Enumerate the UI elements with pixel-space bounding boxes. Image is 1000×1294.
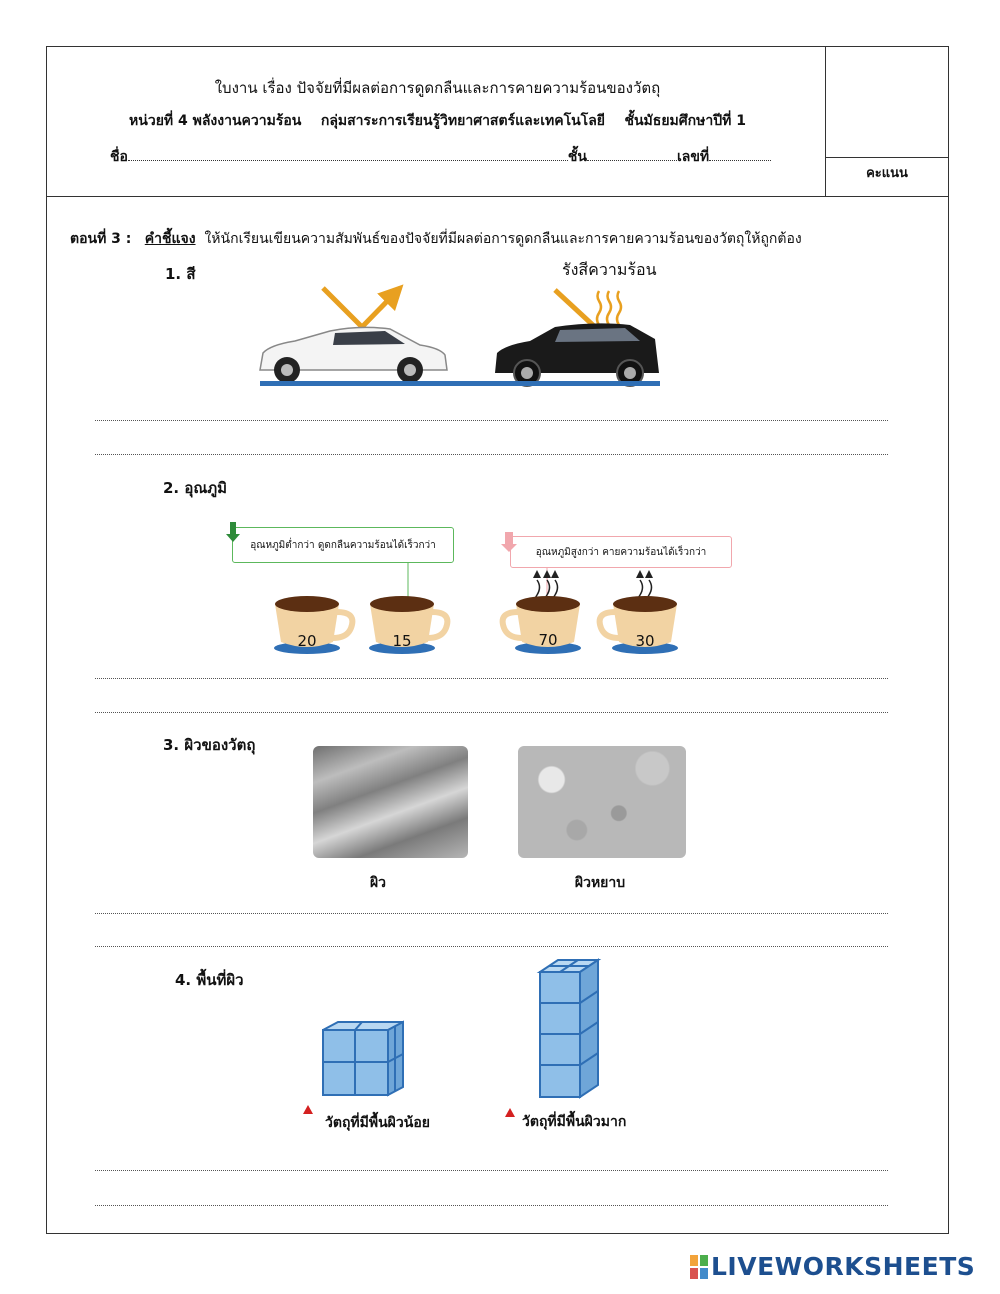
section-area-title: 4. พื้นที่ผิว: [175, 971, 244, 989]
black-car-icon: [495, 323, 659, 386]
cup-temperature: 30: [635, 632, 655, 650]
rough-surface-caption: ผิวหยาบ: [574, 875, 626, 891]
white-car-icon: [260, 327, 447, 383]
triangle-marker-icon: [303, 1105, 313, 1114]
smooth-surface-caption: ผิว: [369, 875, 387, 891]
callout-high-temperature: อุณหภูมิสูงกว่า คายความร้อนได้เร็วกว่า: [510, 536, 732, 568]
car-illustration: [255, 275, 665, 390]
section-color-title: 1. สี: [165, 265, 196, 283]
small-area-caption: วัตถุที่มีพื้นผิวน้อย: [325, 1115, 430, 1131]
cup-temperature: 70: [538, 631, 558, 649]
score-label: คะแนน: [866, 166, 908, 181]
instruction-label: คำชี้แจง: [144, 231, 196, 247]
arrow-down-pink-icon: [501, 532, 517, 552]
answer-line[interactable]: [95, 1170, 888, 1171]
cube-illustration: [318, 955, 618, 1100]
heat-wave-icon: [597, 291, 601, 325]
header-divider: [46, 196, 949, 197]
incident-ray: [323, 288, 362, 327]
number-label: เลขที่: [677, 149, 710, 165]
reflected-ray: [362, 288, 400, 327]
answer-line[interactable]: [95, 913, 888, 914]
brand-wordmark[interactable]: LIVEWORKSHEETS: [711, 1252, 976, 1281]
part-label: ตอนที่ 3 :: [70, 231, 132, 247]
answer-line[interactable]: [95, 712, 888, 713]
answer-line[interactable]: [95, 946, 888, 947]
worksheet-title: ใบงาน เรื่อง ปัจจัยที่มีผลต่อการดูดกลืนและการคายความร้อนของวัตถุ: [214, 79, 661, 97]
small-cube-stack-icon: [323, 1022, 403, 1095]
instruction-row: [70, 228, 802, 250]
section-temperature-title: 2. อุณภูมิ: [163, 479, 228, 497]
cup-temperature: 15: [392, 632, 412, 650]
heat-wave-icon: [617, 291, 621, 325]
answer-line[interactable]: [95, 678, 888, 679]
rough-surface-image: [518, 746, 686, 858]
number-input[interactable]: [709, 146, 771, 161]
tall-cube-stack-icon: [540, 960, 598, 1097]
absorbed-ray: [555, 290, 595, 327]
cup-temperature: 20: [297, 632, 317, 650]
class-label: ชั้น: [567, 149, 587, 165]
worksheet-subtitle: หน่วยที่ 4 พลังงานความร้อน กลุ่มสาระการเรียนรู้วิทยาศาสตร์และเทคโนโลยี ชั้นมัธยมศึกษาปีที่ 1: [129, 113, 746, 129]
ground-line: [260, 381, 660, 386]
liveworksheets-logo-icon: [690, 1255, 708, 1279]
smooth-surface-image: [313, 746, 468, 858]
callout-low-temperature: อุณหภูมิต่ำกว่า ดูดกลืนความร้อนได้เร็วกว่า: [232, 527, 454, 563]
answer-line[interactable]: [95, 454, 888, 455]
score-box-divider: [825, 157, 949, 158]
answer-line[interactable]: [95, 1205, 888, 1206]
steam-arrowheads: [533, 570, 653, 578]
heat-radiation-label: รังสีความร้อน: [562, 260, 657, 279]
name-input[interactable]: [128, 146, 568, 161]
triangle-marker-icon: [505, 1108, 515, 1117]
student-info-row: [110, 146, 771, 168]
answer-line[interactable]: [95, 420, 888, 421]
arrow-down-green-icon: [226, 522, 240, 542]
large-area-caption: วัตถุที่มีพื้นผิวมาก: [522, 1114, 627, 1130]
section-surface-title: 3. ผิวของวัตถุ: [163, 736, 256, 754]
name-label: ชื่อ: [110, 149, 128, 165]
instruction-text: ให้นักเรียนเขียนความสัมพันธ์ของปัจจัยที่มีผลต่อการดูดกลืนและการคายความร้อนของวัตถุให้ถูกต้อง: [204, 231, 802, 247]
class-input[interactable]: [587, 146, 677, 161]
heat-wave-icon: [607, 291, 611, 325]
